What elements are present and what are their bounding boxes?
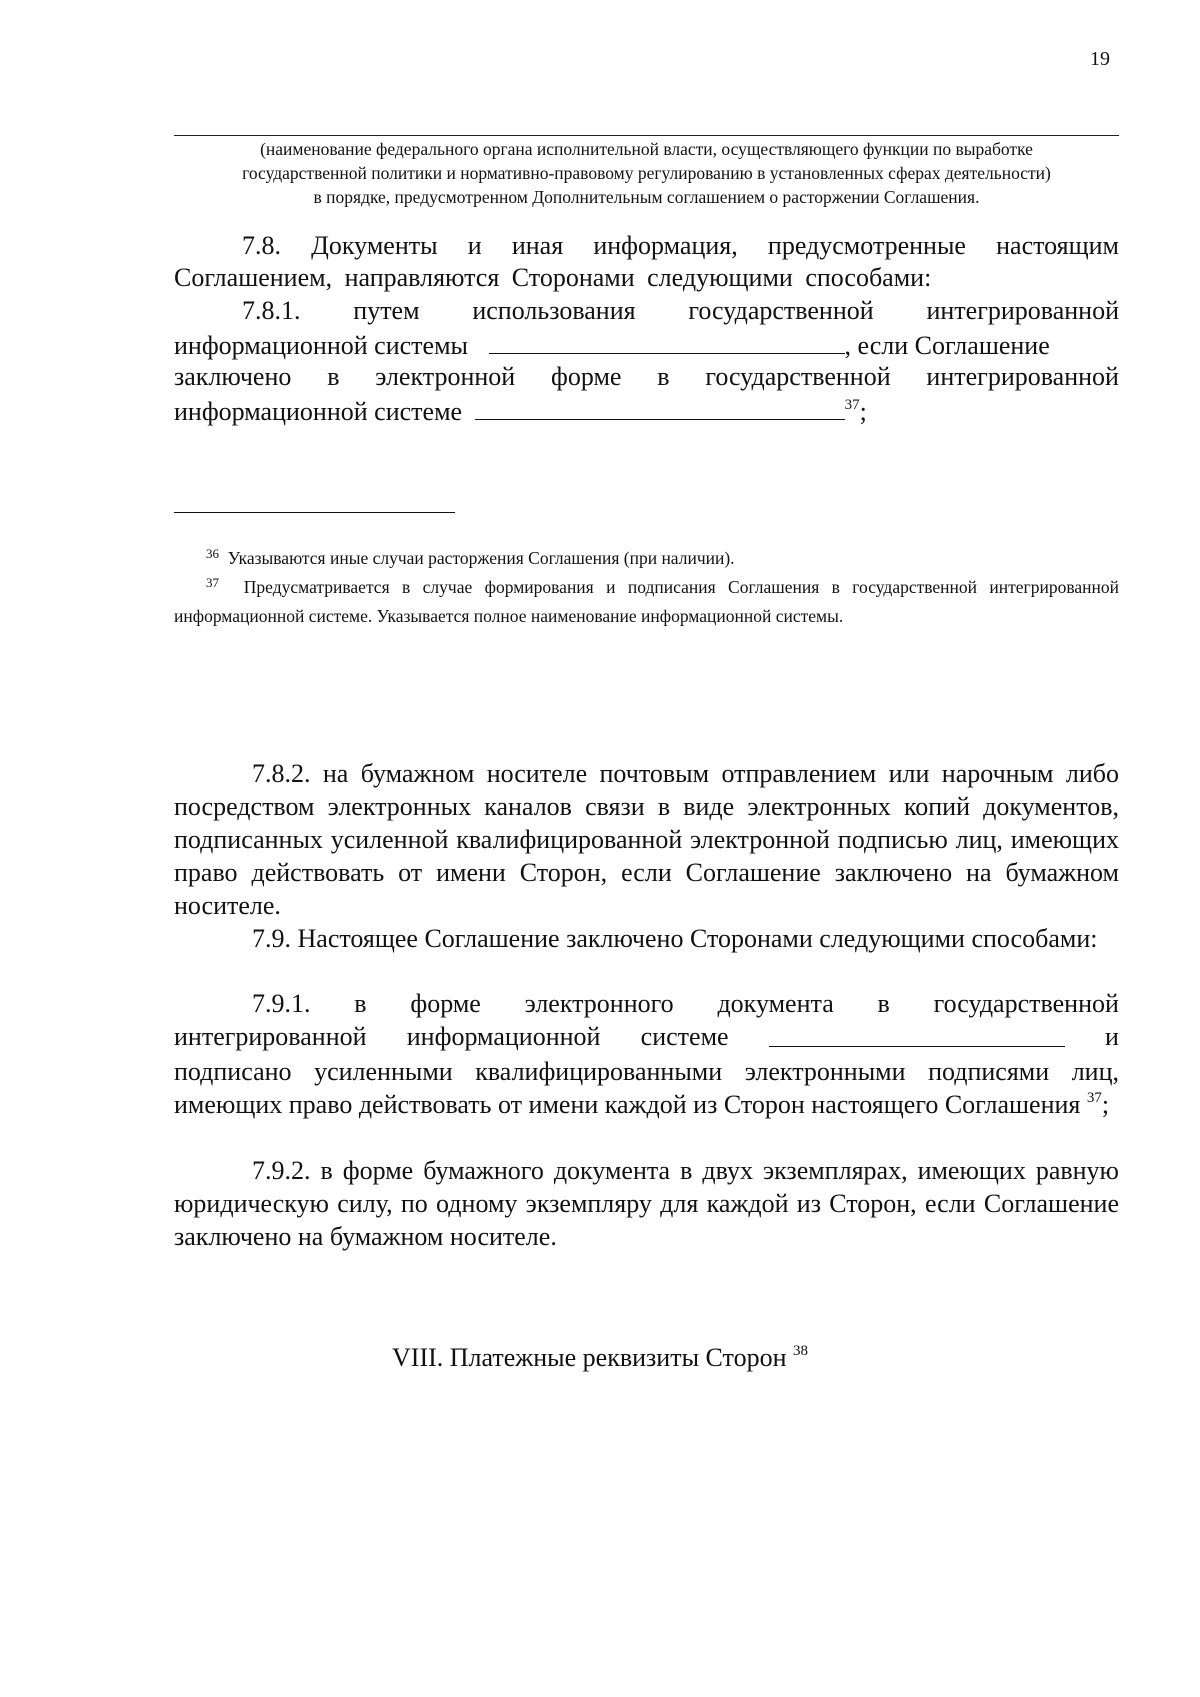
clause-7-8-line-1 <box>174 231 1119 261</box>
clause-7-8-1-line-3 <box>174 362 1119 392</box>
word: документа <box>717 989 834 1018</box>
authority-hint-line-3: в порядке, предусмотренном Дополнительным соглашением о расторжении Соглашения. <box>313 187 980 207</box>
system-name-blank <box>769 1022 1065 1047</box>
clause-7-9: 7.9. Настоящее Соглашение заключено Сторонами следующими способами: <box>252 924 1098 953</box>
word: Документы <box>311 231 438 260</box>
word: государственной <box>933 989 1119 1018</box>
word: 7.9.1. <box>252 989 311 1018</box>
word: в <box>877 989 890 1018</box>
text: ; <box>859 397 867 426</box>
word: форме <box>410 989 481 1018</box>
clause-7-8-2: 7.8.2. на бумажном носителе почтовым отправлением или нарочным либо посредством электронных каналов связи в виде электронных копий документов, подписанных усиленной квалифицированной электронной подписью лиц, имеющих право действовать от имени Сторон, если Соглашение заключено на бумажном носителе. <box>174 759 1119 920</box>
text: , если Соглашение <box>844 331 1050 360</box>
clause-7-8-1-line-1 <box>174 296 1119 326</box>
footnote-ref: 37 <box>1086 1090 1102 1106</box>
word: и <box>467 231 482 260</box>
word: информация, <box>593 231 738 260</box>
text: ; <box>1101 1090 1110 1119</box>
system-name-blank <box>489 329 845 354</box>
clause-7-8-line-2 <box>174 263 1119 293</box>
word: электронного <box>524 989 674 1018</box>
word: интегрированной <box>926 362 1119 391</box>
word: направляются <box>344 263 500 292</box>
word: государственной <box>688 296 874 325</box>
word: и <box>1105 1022 1119 1051</box>
clause-7-8-1-line-4 <box>174 395 1119 427</box>
clause-7-9-1-line-1 <box>174 989 1119 1019</box>
word: государственной <box>705 362 891 391</box>
authority-hint-line-1: (наименование федерального органа исполнительной власти, осуществляющего функции по выработке <box>260 139 1033 159</box>
word: системе <box>640 1022 729 1051</box>
authority-blank-line <box>174 135 1119 136</box>
word: форме <box>550 362 622 391</box>
word: интегрированной <box>926 296 1119 325</box>
footnote-separator <box>174 512 455 513</box>
word: предусмотренные <box>767 231 966 260</box>
footnote-ref: 37 <box>844 397 860 413</box>
word: электронной <box>375 362 516 391</box>
clause-7-9-1-line-2 <box>174 1022 1119 1052</box>
clause-7-8-1-line-2 <box>174 329 1119 361</box>
page-number: 19 <box>1090 48 1110 70</box>
clause-7-9-1-rest <box>174 1055 1119 1121</box>
word: Соглашением, <box>174 263 333 292</box>
footnote-text: Указываются иные случаи расторжения Соглашения (при наличии). <box>227 548 735 568</box>
footnote-36 <box>174 544 1119 573</box>
word: способами: <box>805 263 932 292</box>
word: использования <box>472 296 636 325</box>
word: информационной <box>406 1022 601 1051</box>
text: подписано усиленными квалифицированными электронными подписями лиц, имеющих право действовать от имени каждой из Сторон настоящего Соглашения <box>174 1057 1119 1119</box>
word: в <box>657 362 670 391</box>
footnote-mark: 37 <box>206 575 219 590</box>
word: заключено <box>174 362 292 391</box>
word: в <box>327 362 340 391</box>
system-name-blank <box>475 395 845 420</box>
word: Сторонами <box>511 263 635 292</box>
footnote-text: Предусматривается в случае формирования и подписания Соглашения в государственной интегрированной информационной системе. Указывается полное наименование информационной системы. <box>174 577 1119 626</box>
footnote-mark: 36 <box>206 546 219 561</box>
authority-hint-line-2: государственной политики и нормативно-правовому регулированию в установленных сферах деятельности) <box>242 163 1051 183</box>
word: настоящим <box>996 231 1119 260</box>
text: информационной системе <box>174 397 463 426</box>
word: 7.8.1. <box>242 296 301 325</box>
footnote-37 <box>174 573 1119 631</box>
clause-7-9-2: 7.9.2. в форме бумажного документа в двух экземплярах, имеющих равную юридическую силу, по одному экземпляру для каждой из Сторон, если Соглашение заключено на бумажном носителе. <box>174 1156 1119 1251</box>
word: в <box>354 989 367 1018</box>
section-heading <box>0 1343 1200 1373</box>
text: информационной системы <box>174 331 468 360</box>
footnote-ref: 38 <box>792 1343 808 1359</box>
heading-text: VIII. Платежные реквизиты Сторон <box>392 1343 787 1372</box>
word: интегрированной <box>174 1022 367 1051</box>
word: иная <box>511 231 564 260</box>
word: путем <box>353 296 420 325</box>
word: следующими <box>647 263 793 292</box>
word: 7.8. <box>242 231 281 260</box>
